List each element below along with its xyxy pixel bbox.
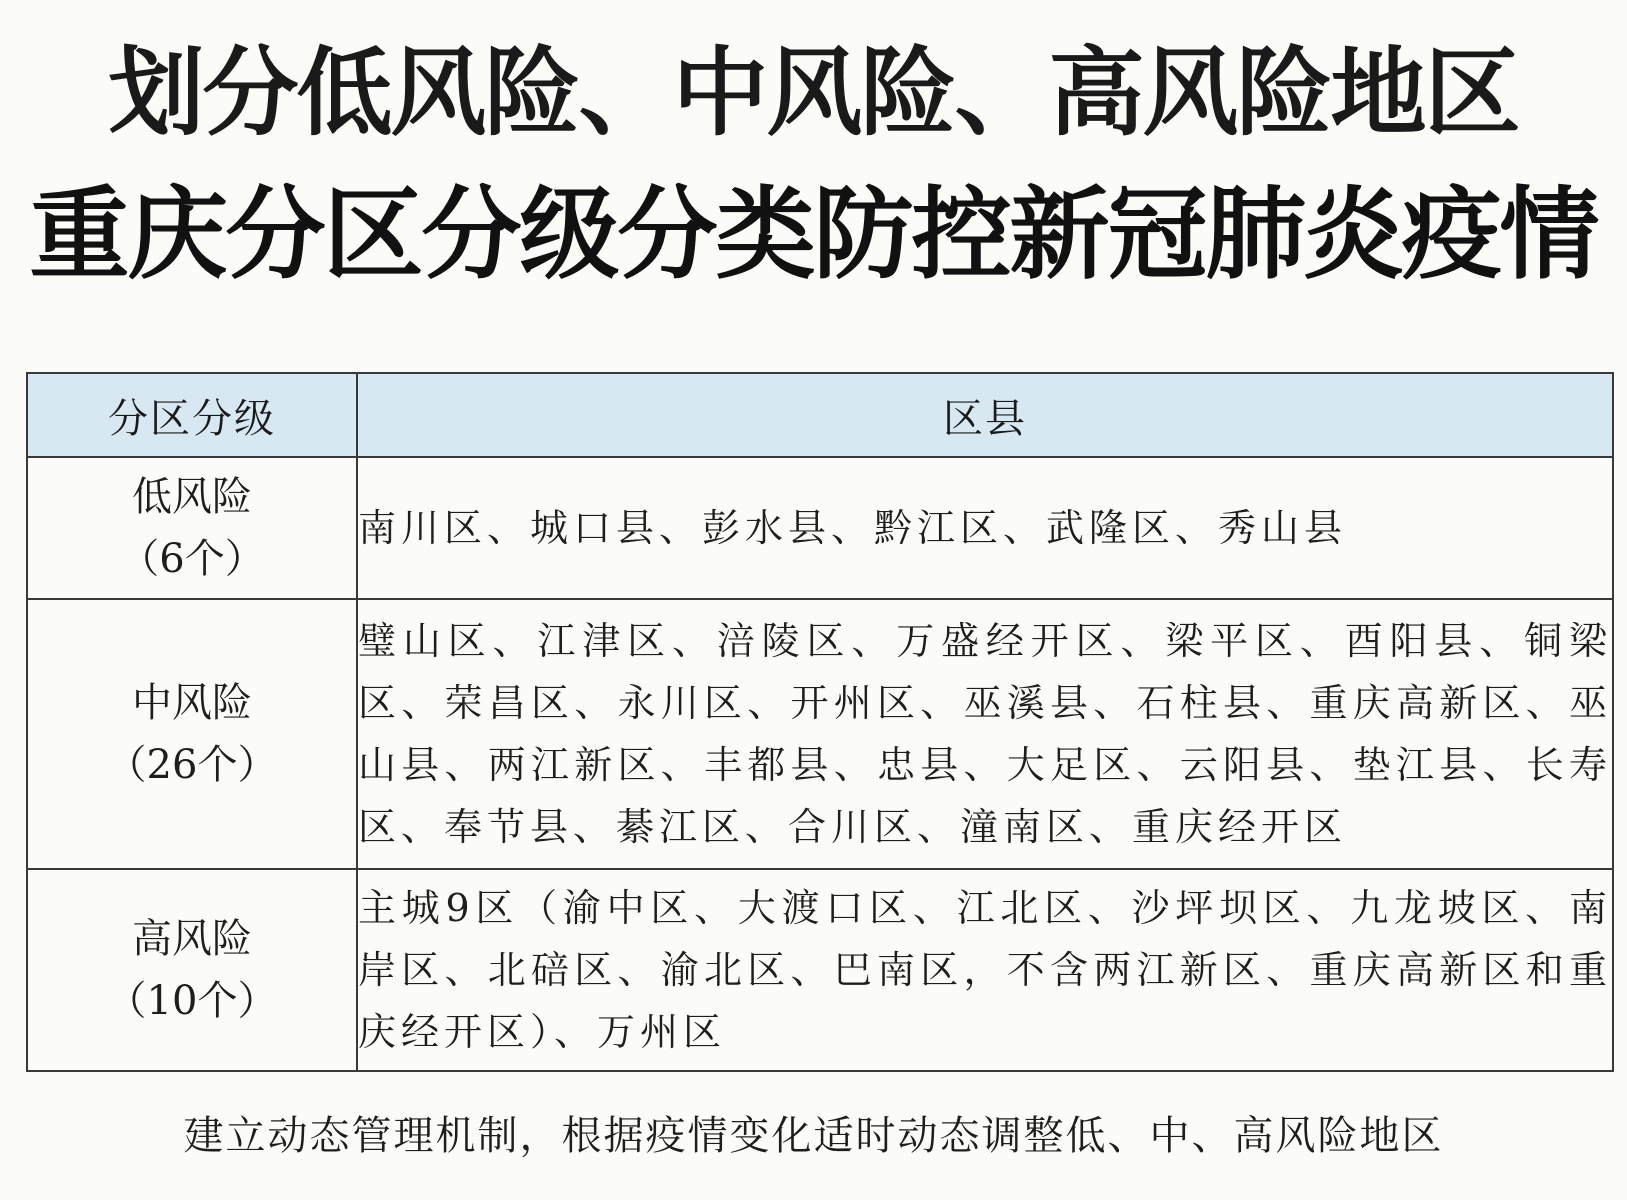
level-label: 低风险 (132, 474, 252, 520)
headline-line-1: 划分低风险、中风险、高风险地区 (108, 36, 1519, 149)
level-label: 高风险 (132, 916, 252, 962)
level-cell (27, 599, 357, 869)
level-cell (27, 457, 357, 599)
level-cell (27, 869, 357, 1071)
level-label: 中风险 (132, 680, 252, 726)
level-count: （6个） (119, 536, 265, 582)
districts-cell: 南川区、城口县、彭水县、黔江区、武隆区、秀山县 (357, 457, 1613, 599)
header-level: 分区分级 (27, 373, 357, 457)
districts-cell: 璧山区、江津区、涪陵区、万盛经开区、梁平区、酉阳县、铜梁区、荣昌区、永川区、开州区、巫溪县、石柱县、重庆高新区、巫山县、两江新区、丰都县、忠县、大足区、云阳县、垫江县、长寿区、奉节县、綦江区、合川区、潼南区、重庆经开区 (357, 599, 1613, 869)
headline-line-2: 重庆分区分级分类防控新冠肺炎疫情 (29, 176, 1598, 293)
risk-level-table (26, 372, 1614, 1072)
header-districts: 区县 (357, 373, 1613, 457)
table-header-row (27, 373, 1613, 457)
table-row-low-risk (27, 457, 1613, 599)
footer-note: 建立动态管理机制，根据疫情变化适时动态调整低、中、高风险地区 (183, 1113, 1444, 1159)
districts-cell: 主城9区（渝中区、大渡口区、江北区、沙坪坝区、九龙坡区、南岸区、北碚区、渝北区、巴南区，不含两江新区、重庆高新区和重庆经开区）、万州区 (357, 869, 1613, 1071)
level-count: （10个） (106, 978, 278, 1024)
table-row-medium-risk (27, 599, 1613, 869)
table-row-high-risk (27, 869, 1613, 1071)
level-count: （26个） (106, 742, 278, 788)
